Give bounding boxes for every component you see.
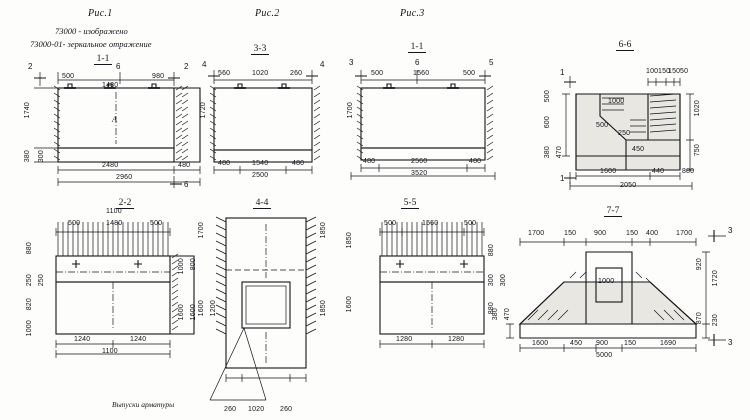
dim-250: 250 — [618, 130, 631, 137]
dim-750: 750 — [694, 144, 701, 157]
mark-3-top: 3 — [728, 226, 733, 235]
figure-title-3: Рис.3 — [400, 8, 425, 19]
dim-260: 260 — [290, 70, 303, 77]
caption-3-3: 3-3 — [235, 44, 285, 54]
dim-380b: 380 — [544, 146, 551, 159]
dim-1850a: 1850 — [320, 222, 327, 239]
dim-1600c: 1600 — [198, 300, 205, 317]
dim-1600d: 1600 — [346, 296, 353, 313]
dim-1000b: 1000 — [26, 320, 33, 337]
dim-1240b: 1240 — [130, 336, 147, 343]
dim-500a: 500 — [371, 70, 384, 77]
dim-1000c: 1000 — [178, 258, 185, 275]
dim-150b: 150 — [668, 68, 681, 75]
dim-1100: 1100 — [106, 208, 122, 215]
dim-150e: 150 — [624, 340, 637, 347]
dim-1700c: 1700 — [528, 230, 545, 237]
dim-1480b: 1480 — [106, 220, 123, 227]
dim-900a: 900 — [594, 230, 607, 237]
caption-1-1: 1-1 — [78, 54, 128, 64]
dim-1700b: 1700 — [198, 222, 205, 239]
dim-1280b: 1280 — [448, 336, 465, 343]
dim-2960: 2960 — [116, 174, 133, 181]
mark-5: 5 — [489, 58, 494, 67]
dim-440: 440 — [652, 168, 665, 175]
dim-2560: 2560 — [411, 158, 428, 165]
dim-2500: 2500 — [252, 172, 269, 179]
dim-1700d: 1700 — [676, 230, 693, 237]
view-6-6 — [530, 60, 730, 190]
caption-7-7: 7-7 — [588, 206, 638, 216]
dim-470b: 470 — [504, 308, 511, 321]
mark-2-top-right: 2 — [184, 62, 189, 71]
dim-260b: 260 — [280, 406, 293, 413]
view-2-2 — [26, 208, 208, 362]
dim-300b: 300 — [500, 274, 507, 287]
dim-3520: 3520 — [411, 170, 428, 177]
mark-4-right: 4 — [320, 60, 325, 69]
figure-title-2: Рис.2 — [255, 8, 280, 19]
sheet-note-1: 73000 - изображено — [55, 26, 128, 36]
dim-380: 380 — [24, 150, 31, 163]
dim-2480: 2480 — [102, 162, 119, 169]
dim-920: 920 — [696, 258, 703, 271]
dim-880b: 880 — [488, 244, 495, 257]
dim-1540: 1540 — [252, 160, 269, 167]
dim-1720: 1720 — [200, 102, 207, 119]
dim-400: 400 — [646, 230, 659, 237]
dim-500c: 500 — [596, 122, 609, 129]
dim-600: 600 — [544, 116, 551, 129]
mark-1-bottom: 1 — [560, 174, 565, 183]
caption-1-1b: 1-1 — [392, 42, 442, 52]
dim-480-r: 480 — [292, 160, 305, 167]
dim-1740: 1740 — [24, 102, 31, 119]
svg-text:А: А — [112, 115, 117, 124]
dim-2050: 2050 — [620, 182, 637, 189]
view-4-4 — [196, 208, 336, 413]
dim-1720b: 1720 — [712, 270, 719, 287]
dim-1020: 1020 — [694, 100, 701, 117]
dim-480b: 480 — [469, 158, 482, 165]
dim-880c: 880 — [488, 302, 495, 315]
view-3-3 — [200, 62, 330, 182]
dim-980: 980 — [152, 73, 165, 80]
dim-1100b: 1100 — [102, 348, 118, 355]
dim-150d: 150 — [626, 230, 639, 237]
caption-6-6: 6-6 — [600, 40, 650, 50]
caption-5-5: 5-5 — [385, 198, 435, 208]
dim-1240a: 1240 — [74, 336, 91, 343]
dim-380c: 380 — [492, 308, 499, 321]
dim-1000d: 1000 — [598, 278, 615, 285]
dim-150c: 150 — [564, 230, 577, 237]
dim-500g: 500 — [384, 220, 397, 227]
dim-250b: 250 — [38, 274, 45, 287]
dim-1600b: 1600 — [190, 304, 197, 321]
dim-1020b: 1020 — [248, 406, 265, 413]
dim-450b: 450 — [570, 340, 583, 347]
mark-3-bottom: 3 — [728, 338, 733, 347]
label-rebar-outlets: Выпуски арматуры — [112, 400, 175, 409]
dim-1560b: 1560 — [422, 220, 439, 227]
mark-6-bottom: 6 — [184, 180, 189, 189]
dim-1600e: 1600 — [532, 340, 549, 347]
dim-500e: 500 — [68, 220, 81, 227]
dim-560: 560 — [218, 70, 231, 77]
dim-880: 880 — [682, 168, 695, 175]
dim-480: 480 — [178, 162, 191, 169]
mark-1-top: 1 — [560, 68, 565, 77]
view-5-5 — [346, 212, 512, 362]
dim-800: 800 — [190, 258, 197, 271]
dim-450: 450 — [632, 146, 645, 153]
dim-1600a: 1600 — [178, 304, 185, 321]
dim-1020: 1020 — [252, 70, 269, 77]
mark-4-left: 4 — [202, 60, 207, 69]
mark-3: 3 — [349, 58, 354, 67]
dim-820: 820 — [26, 298, 33, 311]
figure-title-1: Рис.1 — [88, 8, 113, 19]
mark-6b: 6 — [415, 58, 420, 67]
dim-230: 230 — [712, 314, 719, 327]
mark-2-top-left: 2 — [28, 62, 33, 71]
dim-1480: 1480 — [102, 82, 119, 89]
view-1-1b — [345, 60, 505, 180]
dim-1600: 1600 — [600, 168, 617, 175]
dim-500: 500 — [62, 73, 75, 80]
dim-480-l: 480 — [218, 160, 231, 167]
view-7-7 — [492, 226, 740, 359]
dim-250a: 250 — [26, 274, 33, 287]
caption-2-2: 2-2 — [100, 198, 150, 208]
dim-480a: 480 — [363, 158, 376, 165]
dim-260a: 260 — [224, 406, 237, 413]
dim-100: 100 — [646, 68, 659, 75]
dim-1000: 1000 — [608, 98, 625, 105]
dim-5000: 5000 — [596, 352, 613, 359]
dim-1280a: 1280 — [396, 336, 413, 343]
dim-500h: 500 — [464, 220, 477, 227]
dim-1690: 1690 — [660, 340, 677, 347]
dim-500f: 500 — [150, 220, 163, 227]
dim-1560: 1560 — [413, 70, 430, 77]
dim-500d: 500 — [544, 90, 551, 103]
dim-1850c: 1850 — [346, 232, 353, 249]
dim-470: 470 — [556, 146, 563, 159]
dim-1700: 1700 — [347, 102, 354, 119]
dim-500b: 500 — [463, 70, 476, 77]
dim-300: 300 — [38, 150, 45, 163]
dim-1200: 1200 — [210, 300, 217, 317]
dim-150a: 150 — [658, 68, 671, 75]
dim-870: 870 — [696, 312, 703, 325]
caption-4-4: 4-4 — [237, 198, 287, 208]
dim-300a: 300 — [488, 274, 495, 287]
view-1-1 — [24, 62, 204, 191]
sheet-note-2: 73000-01- зеркальное отражение — [30, 39, 152, 49]
dim-1850b: 1850 — [320, 300, 327, 317]
dim-50: 50 — [680, 68, 689, 75]
dim-900b: 900 — [596, 340, 609, 347]
dim-880a: 880 — [26, 242, 33, 255]
mark-6-top: 6 — [116, 62, 121, 71]
